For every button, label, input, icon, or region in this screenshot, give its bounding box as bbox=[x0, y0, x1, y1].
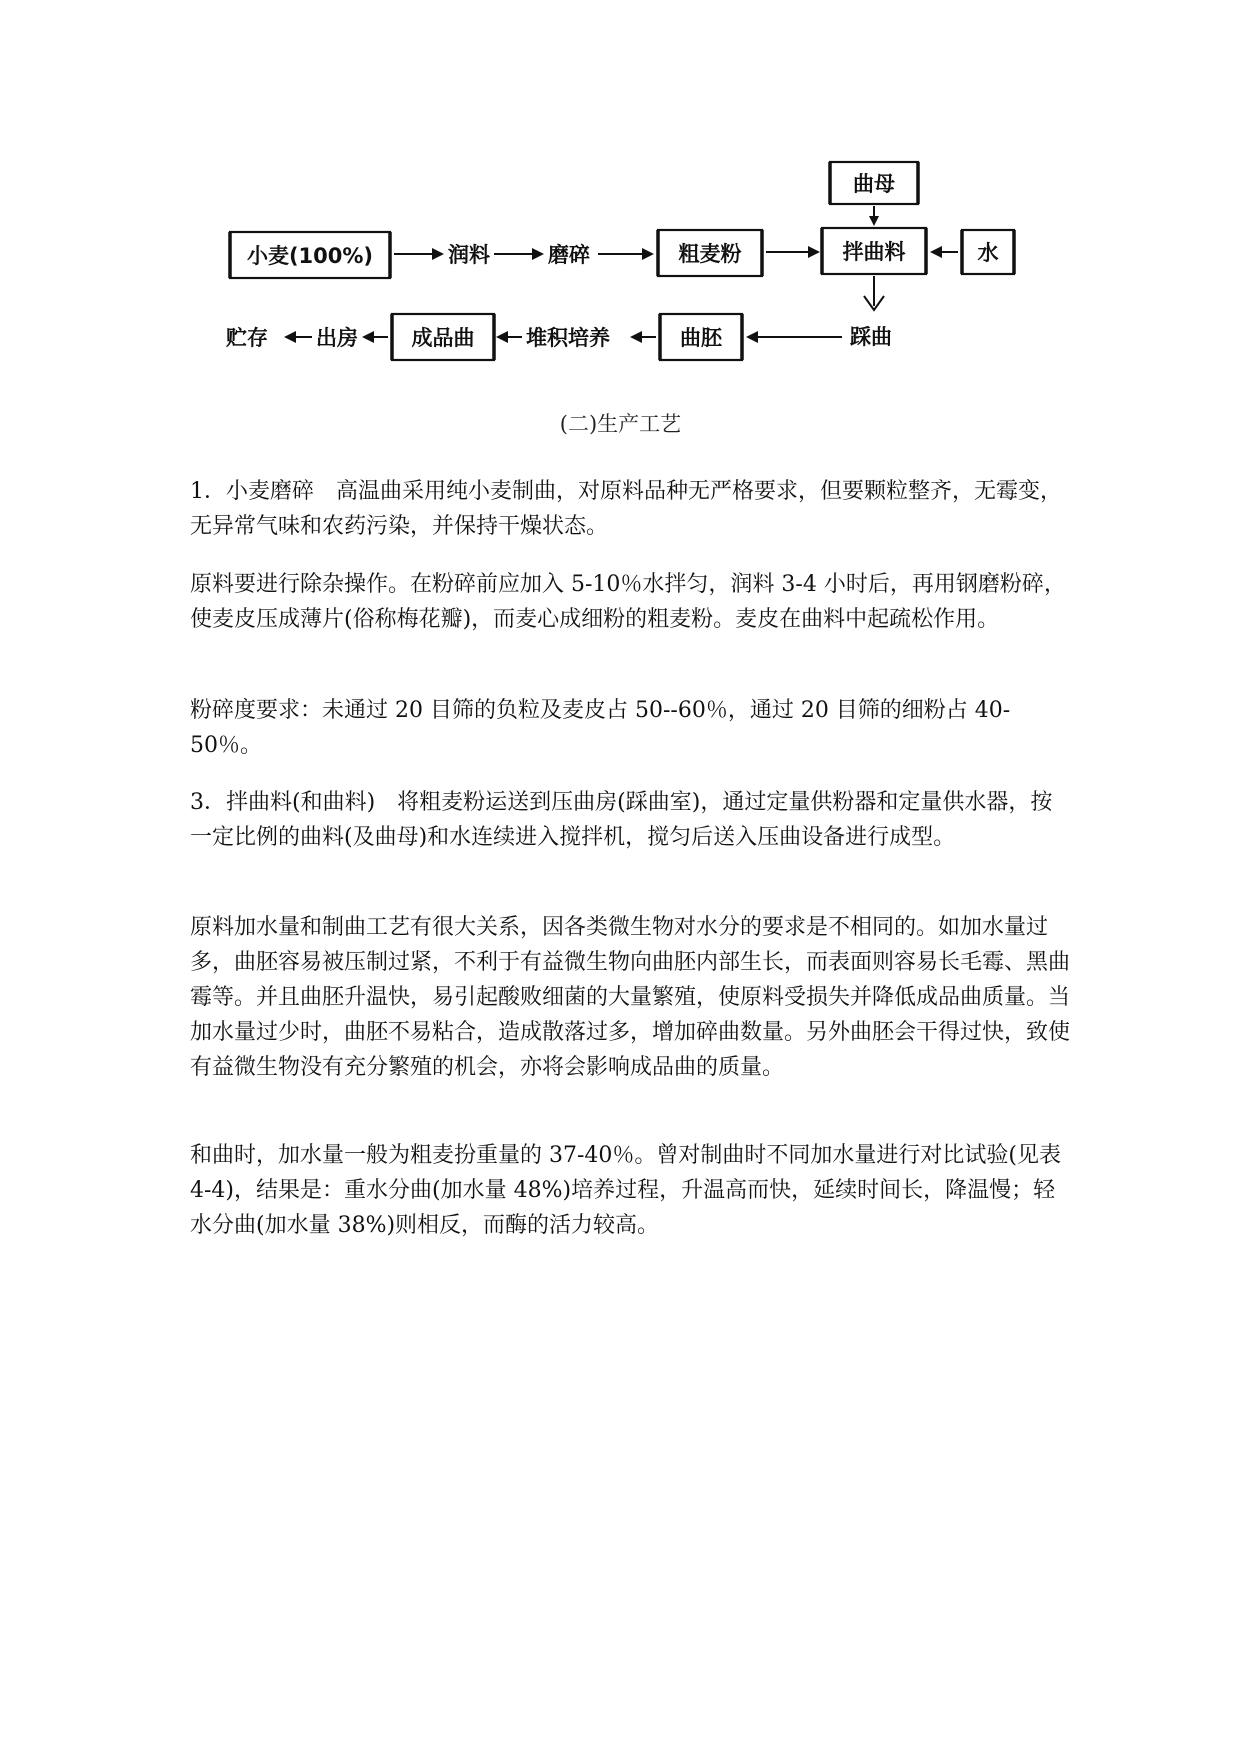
paragraph-2: 原料要进行除杂操作。在粉碎前应加入 5-10％水拌匀，润料 3-4 小时后，再用钢磨粉碎，使麦皮压成薄片(俗称梅花瓣)，而麦心成细粉的粗麦粉。麦皮在曲料中起疏松作用。 bbox=[190, 572, 1066, 632]
paragraph-1: 1．小麦磨碎 高温曲采用纯小麦制曲，对原料品种无严格要求，但要颗粒整齐，无霉变，无异常气味和农药污染，并保持干燥状态。 bbox=[190, 479, 1063, 539]
step-discharge: 出房 bbox=[316, 326, 358, 350]
node-coarse-flour bbox=[658, 230, 762, 276]
edge-blank-incubate bbox=[630, 331, 656, 343]
edge-grind-coarse-flour bbox=[598, 248, 654, 260]
step-grind: 磨碎 bbox=[548, 243, 590, 267]
node-finished-label: 成品曲 bbox=[411, 326, 475, 350]
paragraph-4: 3．拌曲料(和曲料) 将粗麦粉运送到压曲房(踩曲室)，通过定量供粉器和定量供水器，按一定比例的曲料(及曲母)和水连续进入搅拌机，搅匀后送入压曲设备进行成型。 bbox=[190, 790, 1053, 850]
node-mix bbox=[822, 228, 926, 274]
node-mix-label: 拌曲料 bbox=[842, 240, 906, 264]
step-incubate: 堆积培养 bbox=[526, 326, 610, 350]
edge-wheat-moisten bbox=[394, 248, 444, 260]
edge-incubate-finished bbox=[496, 331, 522, 343]
process-flowchart bbox=[0, 0, 1241, 380]
step-tread: 踩曲 bbox=[850, 325, 892, 349]
edge-mix-tread bbox=[864, 276, 884, 310]
section-caption: (二)生产工艺 bbox=[559, 412, 682, 436]
edge-starter-mix bbox=[869, 206, 879, 226]
node-blank bbox=[660, 314, 742, 360]
node-starter bbox=[830, 162, 918, 204]
edge-discharge-storage bbox=[284, 331, 312, 343]
paragraph-6: 和曲时，加水量一般为粗麦扮重量的 37-40％。曾对制曲时不同加水量进行对比试验(见表 4-4)，结果是：重水分曲(加水量 48%)培养过程，升温高而快，延续时间长，降温慢；轻水分曲(加水量 38%)则相反，而酶的活力较高。 bbox=[190, 1143, 1062, 1238]
edge-finished-discharge bbox=[362, 331, 388, 343]
node-finished bbox=[392, 314, 494, 360]
node-water bbox=[962, 230, 1014, 274]
node-wheat-label: 小麦(100%) bbox=[246, 244, 374, 268]
paragraph-3: 粉碎度要求：未通过 20 目筛的负粒及麦皮占 50--60％，通过 20 目筛的细粉占 40-50％。 bbox=[190, 698, 1011, 758]
edge-moisten-grind bbox=[494, 248, 544, 260]
step-moisten: 润料 bbox=[448, 243, 490, 267]
node-water-label: 水 bbox=[977, 241, 999, 265]
node-wheat bbox=[230, 232, 390, 278]
edge-tread-blank bbox=[746, 331, 842, 343]
node-blank-label: 曲胚 bbox=[680, 326, 722, 350]
node-starter-label: 曲母 bbox=[853, 172, 895, 196]
edge-coarse-flour-mix bbox=[766, 246, 820, 258]
paragraph-5: 原料加水量和制曲工艺有很大关系，因各类微生物对水分的要求是不相同的。如加水量过多，曲胚容易被压制过紧，不利于有益微生物向曲胚内部生长，而表面则容易长毛霉、黑曲霉等。并且曲胚升温快，易引起酸败细菌的大量繁殖，使原料受损失并降低成品曲质量。当加水量过少时，曲胚不易粘合，造成散落过多，增加碎曲数量。另外曲胚会干得过快，致使有益微生物没有充分繁殖的机会，亦将会影响成品曲的质量。 bbox=[190, 915, 1071, 1080]
step-storage: 贮存 bbox=[226, 326, 268, 350]
node-coarse-flour-label: 粗麦粉 bbox=[678, 242, 742, 266]
edge-water-mix bbox=[930, 246, 958, 258]
